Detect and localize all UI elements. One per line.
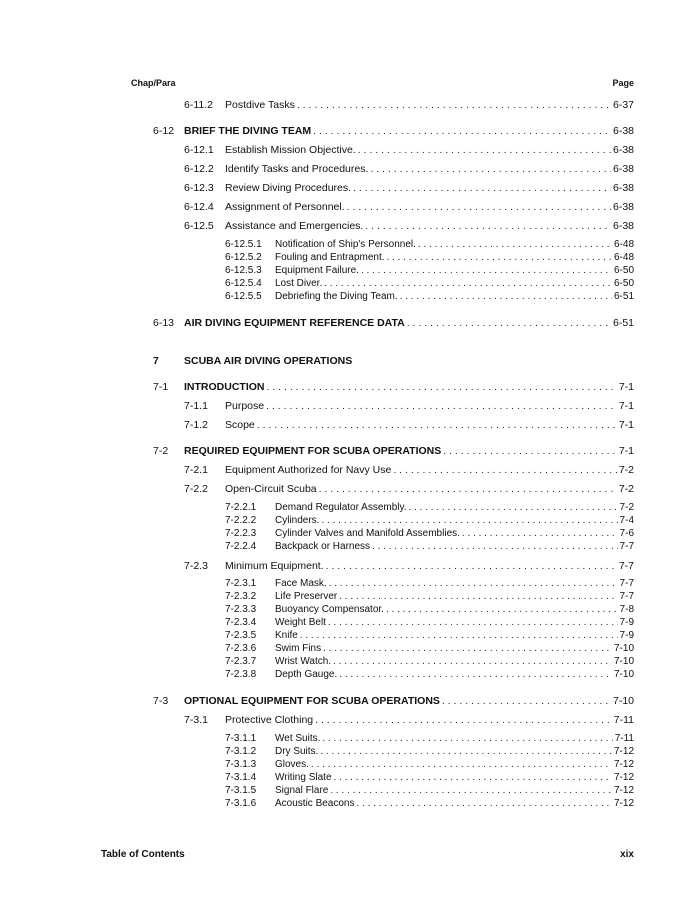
toc-entry[interactable] [184, 419, 634, 432]
entry-page: 7-11 [613, 714, 634, 726]
toc-entry[interactable] [225, 785, 634, 797]
entry-number: 7-3 [153, 695, 169, 707]
entry-title: Wrist Watch. [275, 656, 332, 667]
toc-entry[interactable] [225, 604, 634, 616]
entry-number: 7-2 [153, 445, 169, 457]
dot-leader [297, 99, 611, 112]
entry-title: Gloves. [275, 759, 309, 770]
entry-number: 7-2.2.2 [225, 515, 257, 526]
entry-title: Buoyancy Compensator. [275, 604, 384, 615]
entry-page: 7-1 [618, 381, 634, 393]
entry-title: Weight Belt [275, 617, 326, 628]
entry-title: AIR DIVING EQUIPMENT REFERENCE DATA [184, 317, 405, 329]
entry-page: 6-51 [612, 317, 634, 329]
entry-title: Depth Gauge. [275, 669, 338, 680]
toc-entry[interactable] [225, 515, 634, 527]
entry-page: 7-10 [613, 656, 634, 667]
entry-number: 7-2.2.3 [225, 528, 257, 539]
entry-title: Swim Fins [275, 643, 322, 654]
entry-number: 7-2.3.3 [225, 604, 257, 615]
dot-leader [393, 464, 616, 477]
entry-title: BRIEF THE DIVING TEAM [184, 125, 312, 137]
dot-leader [400, 291, 612, 303]
toc-entry[interactable] [153, 445, 634, 458]
entry-page: 7-4 [619, 515, 634, 526]
dot-leader [347, 201, 611, 214]
entry-page: 6-48 [613, 252, 634, 263]
entry-title: Lost Diver. [275, 278, 323, 289]
entry-title: Signal Flare [275, 785, 329, 796]
toc-entry[interactable] [184, 464, 634, 477]
dot-leader [339, 669, 612, 681]
entry-title: Minimum Equipment. [225, 560, 324, 572]
entry-title: Assignment of Personnel. [225, 201, 345, 213]
toc-entry[interactable] [225, 541, 634, 553]
dot-leader [361, 265, 612, 277]
toc-entry[interactable] [225, 643, 634, 655]
toc-entry[interactable] [225, 772, 634, 784]
toc-entry[interactable] [184, 163, 634, 176]
entry-page: 7-11 [614, 733, 634, 744]
dot-leader [326, 560, 617, 573]
toc-entry[interactable] [225, 239, 634, 251]
dot-leader [323, 643, 612, 655]
entry-page: 7-2 [619, 502, 634, 513]
dot-leader [418, 239, 612, 251]
entry-title: Dry Suits. [275, 746, 319, 757]
entry-title: Cylinders. [275, 515, 320, 526]
dot-leader [339, 591, 617, 603]
entry-title: Scope [225, 419, 255, 431]
entry-number: 6-12.5.3 [225, 265, 262, 276]
entry-title: Postdive Tasks [225, 99, 295, 111]
dot-leader [333, 656, 612, 668]
toc-entry[interactable] [153, 317, 634, 330]
toc-entry[interactable] [184, 99, 634, 112]
entry-page: 6-51 [613, 291, 634, 302]
entry-number: 6-12.4 [184, 201, 214, 213]
entry-number: 7-1.1 [184, 400, 208, 412]
entry-title: Equipment Failure. [275, 265, 359, 276]
entry-page: 6-38 [612, 163, 634, 175]
entry-page: 6-37 [612, 99, 634, 111]
entry-page: 6-38 [612, 220, 634, 232]
entry-page: 7-1 [618, 445, 634, 457]
entry-title: Acoustic Beacons [275, 798, 355, 809]
entry-page: 7-7 [619, 578, 634, 589]
entry-number: 7-3.1.1 [225, 733, 257, 744]
entry-page: 6-38 [612, 144, 634, 156]
entry-page: 7-10 [613, 643, 634, 654]
entry-number: 7-2.2.1 [225, 502, 257, 513]
entry-number: 6-12.5.1 [225, 239, 262, 250]
column-header-page: Page [612, 78, 634, 88]
dot-leader [358, 144, 611, 157]
dot-leader [387, 252, 612, 264]
dot-leader [370, 163, 611, 176]
entry-title: Equipment Authorized for Navy Use [225, 464, 392, 476]
footer-title: Table of Contents [101, 849, 185, 860]
entry-number: 7-3.1.5 [225, 785, 257, 796]
dot-leader [407, 317, 611, 330]
entry-title: Knife [275, 630, 298, 641]
entry-title: Assistance and Emergencies. [225, 220, 364, 232]
entry-number: 7-2.3.2 [225, 591, 257, 602]
dot-leader [321, 515, 617, 527]
toc-entry[interactable] [153, 695, 634, 708]
entry-title: OPTIONAL EQUIPMENT FOR SCUBA OPERATIONS [184, 695, 440, 707]
dot-leader [328, 617, 618, 629]
entry-title: Writing Slate [275, 772, 332, 783]
entry-page: 7-12 [613, 798, 634, 809]
entry-title: Identify Tasks and Procedures. [225, 163, 369, 175]
entry-number: 7-3.1.2 [225, 746, 257, 757]
dot-leader [462, 528, 618, 540]
toc-entry[interactable] [225, 278, 634, 290]
toc-entry[interactable] [153, 381, 634, 394]
entry-page: 7-2 [618, 483, 634, 495]
dot-leader [357, 798, 612, 810]
entry-number: 7-2.3.8 [225, 669, 257, 680]
entry-page: 7-6 [619, 528, 634, 539]
entry-page: 7-12 [613, 785, 634, 796]
entry-number: 7-3.1.3 [225, 759, 257, 770]
toc-entry[interactable] [225, 291, 634, 303]
toc-entry[interactable] [225, 746, 634, 758]
entry-title: Debriefing the Diving Team. [275, 291, 398, 302]
entry-title: Review Diving Procedures. [225, 182, 352, 194]
entry-number: 7-2.3 [184, 560, 208, 572]
entry-title: Protective Clothing [225, 714, 314, 726]
entry-number: 7-2.3.7 [225, 656, 257, 667]
entry-number: 7-2.2 [184, 483, 208, 495]
toc-entry[interactable] [184, 220, 634, 233]
dot-leader [320, 746, 612, 758]
entry-number: 7-2.3.5 [225, 630, 257, 641]
entry-title: Establish Mission Objective. [225, 144, 356, 156]
entry-number: 6-12.2 [184, 163, 214, 175]
toc-entry[interactable] [225, 656, 634, 668]
entry-title: Wet Suits. [275, 733, 321, 744]
entry-number: 7-1.2 [184, 419, 208, 431]
entry-page: 7-7 [619, 591, 634, 602]
toc-entry[interactable] [153, 125, 634, 138]
entry-page: 7-12 [613, 746, 634, 757]
dot-leader [257, 419, 617, 432]
entry-number: 7-2.3.6 [225, 643, 257, 654]
toc-entry[interactable] [225, 798, 634, 810]
entry-number: 7-3.1.4 [225, 772, 257, 783]
entry-title: REQUIRED EQUIPMENT FOR SCUBA OPERATIONS [184, 445, 442, 457]
entry-number: 7-1 [153, 381, 169, 393]
entry-page: 7-7 [619, 541, 634, 552]
toc-entry[interactable] [225, 759, 634, 771]
entry-number: 7-2.1 [184, 464, 208, 476]
dot-leader [313, 125, 611, 138]
dot-leader [300, 630, 618, 642]
dot-leader [324, 278, 612, 290]
toc-entry[interactable] [225, 591, 634, 603]
dot-leader [365, 220, 611, 233]
chapter-number: 7 [153, 355, 159, 367]
entry-page: 7-10 [612, 695, 634, 707]
entry-page: 6-38 [612, 182, 634, 194]
toc-entry[interactable] [225, 578, 634, 590]
entry-number: 6-12.5.4 [225, 278, 262, 289]
toc-entry[interactable] [184, 560, 634, 573]
toc-entry[interactable] [184, 144, 634, 157]
dot-leader [322, 733, 612, 745]
dot-leader [330, 785, 612, 797]
entry-title: Life Preserver [275, 591, 338, 602]
dot-leader [334, 772, 612, 784]
entry-page: 6-48 [613, 239, 634, 250]
entry-page: 7-1 [618, 400, 634, 412]
dot-leader [267, 381, 617, 394]
page-number: xix [620, 849, 634, 860]
dot-leader [315, 714, 612, 727]
toc-entry[interactable] [225, 265, 634, 277]
entry-title: Cylinder Valves and Manifold Assemblies. [275, 528, 460, 539]
toc-entry[interactable] [184, 182, 634, 195]
toc-entry[interactable] [225, 252, 634, 264]
column-header-chap-para: Chap/Para [131, 78, 176, 88]
entry-number: 7-3.1.6 [225, 798, 257, 809]
dot-leader [266, 400, 617, 413]
dot-leader [372, 541, 618, 553]
toc-entry[interactable] [225, 502, 634, 514]
entry-number: 7-2.3.1 [225, 578, 257, 589]
entry-page: 6-50 [613, 265, 634, 276]
entry-page: 7-1 [618, 419, 634, 431]
entry-page: 7-7 [618, 560, 634, 572]
dot-leader [311, 759, 612, 771]
entry-number: 7-2.2.4 [225, 541, 257, 552]
entry-number: 6-12.5.5 [225, 291, 262, 302]
dot-leader [329, 578, 618, 590]
entry-page: 7-2 [618, 464, 634, 476]
dot-leader [442, 695, 611, 708]
toc-entry[interactable] [184, 483, 634, 496]
toc-entry[interactable] [225, 669, 634, 681]
entry-number: 7-3.1 [184, 714, 208, 726]
entry-page: 7-12 [613, 759, 634, 770]
entry-number: 7-2.3.4 [225, 617, 257, 628]
dot-leader [409, 502, 618, 514]
entry-number: 6-12.5.2 [225, 252, 262, 263]
entry-title: Demand Regulator Assembly. [275, 502, 407, 513]
entry-page: 7-9 [619, 630, 634, 641]
dot-leader [353, 182, 611, 195]
toc-entry[interactable] [225, 733, 634, 745]
entry-number: 6-12.5 [184, 220, 214, 232]
entry-page: 7-10 [613, 669, 634, 680]
toc-entry[interactable] [184, 714, 634, 727]
chapter-title: SCUBA AIR DIVING OPERATIONS [184, 355, 353, 367]
entry-title: Fouling and Entrapment. [275, 252, 385, 263]
entry-page: 6-38 [612, 201, 634, 213]
dot-leader [443, 445, 617, 458]
toc-entry[interactable] [225, 528, 634, 540]
entry-page: 7-9 [619, 617, 634, 628]
entry-title: Purpose [225, 400, 265, 412]
entry-page: 7-8 [619, 604, 634, 615]
entry-number: 6-12 [153, 125, 175, 137]
entry-page: 6-38 [612, 125, 634, 137]
entry-title: Open-Circuit Scuba [225, 483, 317, 495]
toc-entry[interactable] [225, 617, 634, 629]
toc-entry[interactable] [225, 630, 634, 642]
entry-page: 7-12 [613, 772, 634, 783]
entry-page: 6-50 [613, 278, 634, 289]
entry-title: Backpack or Harness [275, 541, 371, 552]
entry-title: INTRODUCTION [184, 381, 265, 393]
entry-number: 6-11.2 [184, 99, 213, 111]
dot-leader [386, 604, 618, 616]
entry-title: Face Mask. [275, 578, 327, 589]
entry-number: 6-12.1 [184, 144, 214, 156]
dot-leader [319, 483, 617, 496]
entry-title: Notification of Ship's Personnel. [275, 239, 416, 250]
toc-entry[interactable] [184, 400, 634, 413]
entry-number: 6-12.3 [184, 182, 214, 194]
entry-number: 6-13 [153, 317, 175, 329]
toc-entry[interactable] [184, 201, 634, 214]
